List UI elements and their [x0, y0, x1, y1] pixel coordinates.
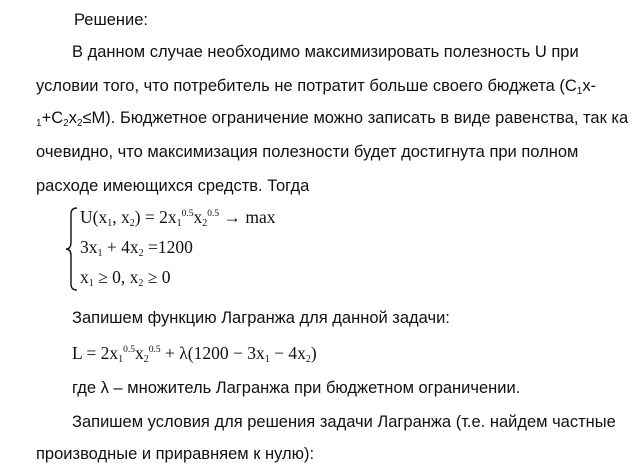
- paragraph-line: где λ – множитель Лагранжа при бюджетном ограничении.: [72, 379, 521, 397]
- budget-equation: $3x_1 + 4x_2 =1200$: [80, 237, 193, 259]
- left-brace-icon: [64, 206, 80, 292]
- paragraph-line: очевидно, что максимизация полезности будет достигнута при полном: [36, 143, 579, 161]
- paragraph-line: условии того, что потребитель не потратит больше своего бюджета ($C_1x-$: [36, 77, 597, 97]
- paragraph-line: производные и приравняем к нулю):: [36, 445, 315, 463]
- utility-equation: $U(x_1$, $x_2) = 2x_1^{0.5}x_2^{0.5} \to \max$: [80, 207, 276, 229]
- solution-heading: Решение:: [74, 11, 148, 29]
- lagrange-function: $L = 2x_1^{0.5}x_2^{0.5} + \lambda(1200 - 3x_1 - 4x_2)$: [72, 343, 317, 365]
- paragraph-line: $_1+C_2x_2\le M$). Бюджетное ограничение можно записать в виде равенства, так ка: [36, 109, 629, 129]
- paragraph-line: расходе имеющихся средств. Тогда: [36, 177, 310, 195]
- paragraph-line: Запишем условия для решения задачи Лагранжа (т.е. найдем частные: [72, 413, 616, 431]
- nonnegativity-constraint: $x_1 \ge 0$, $x_2 \ge 0$: [80, 267, 171, 289]
- paragraph-line: Запишем функцию Лагранжа для данной задачи:: [72, 309, 450, 327]
- paragraph-line: В данном случае необходимо максимизировать полезность U при: [72, 43, 579, 61]
